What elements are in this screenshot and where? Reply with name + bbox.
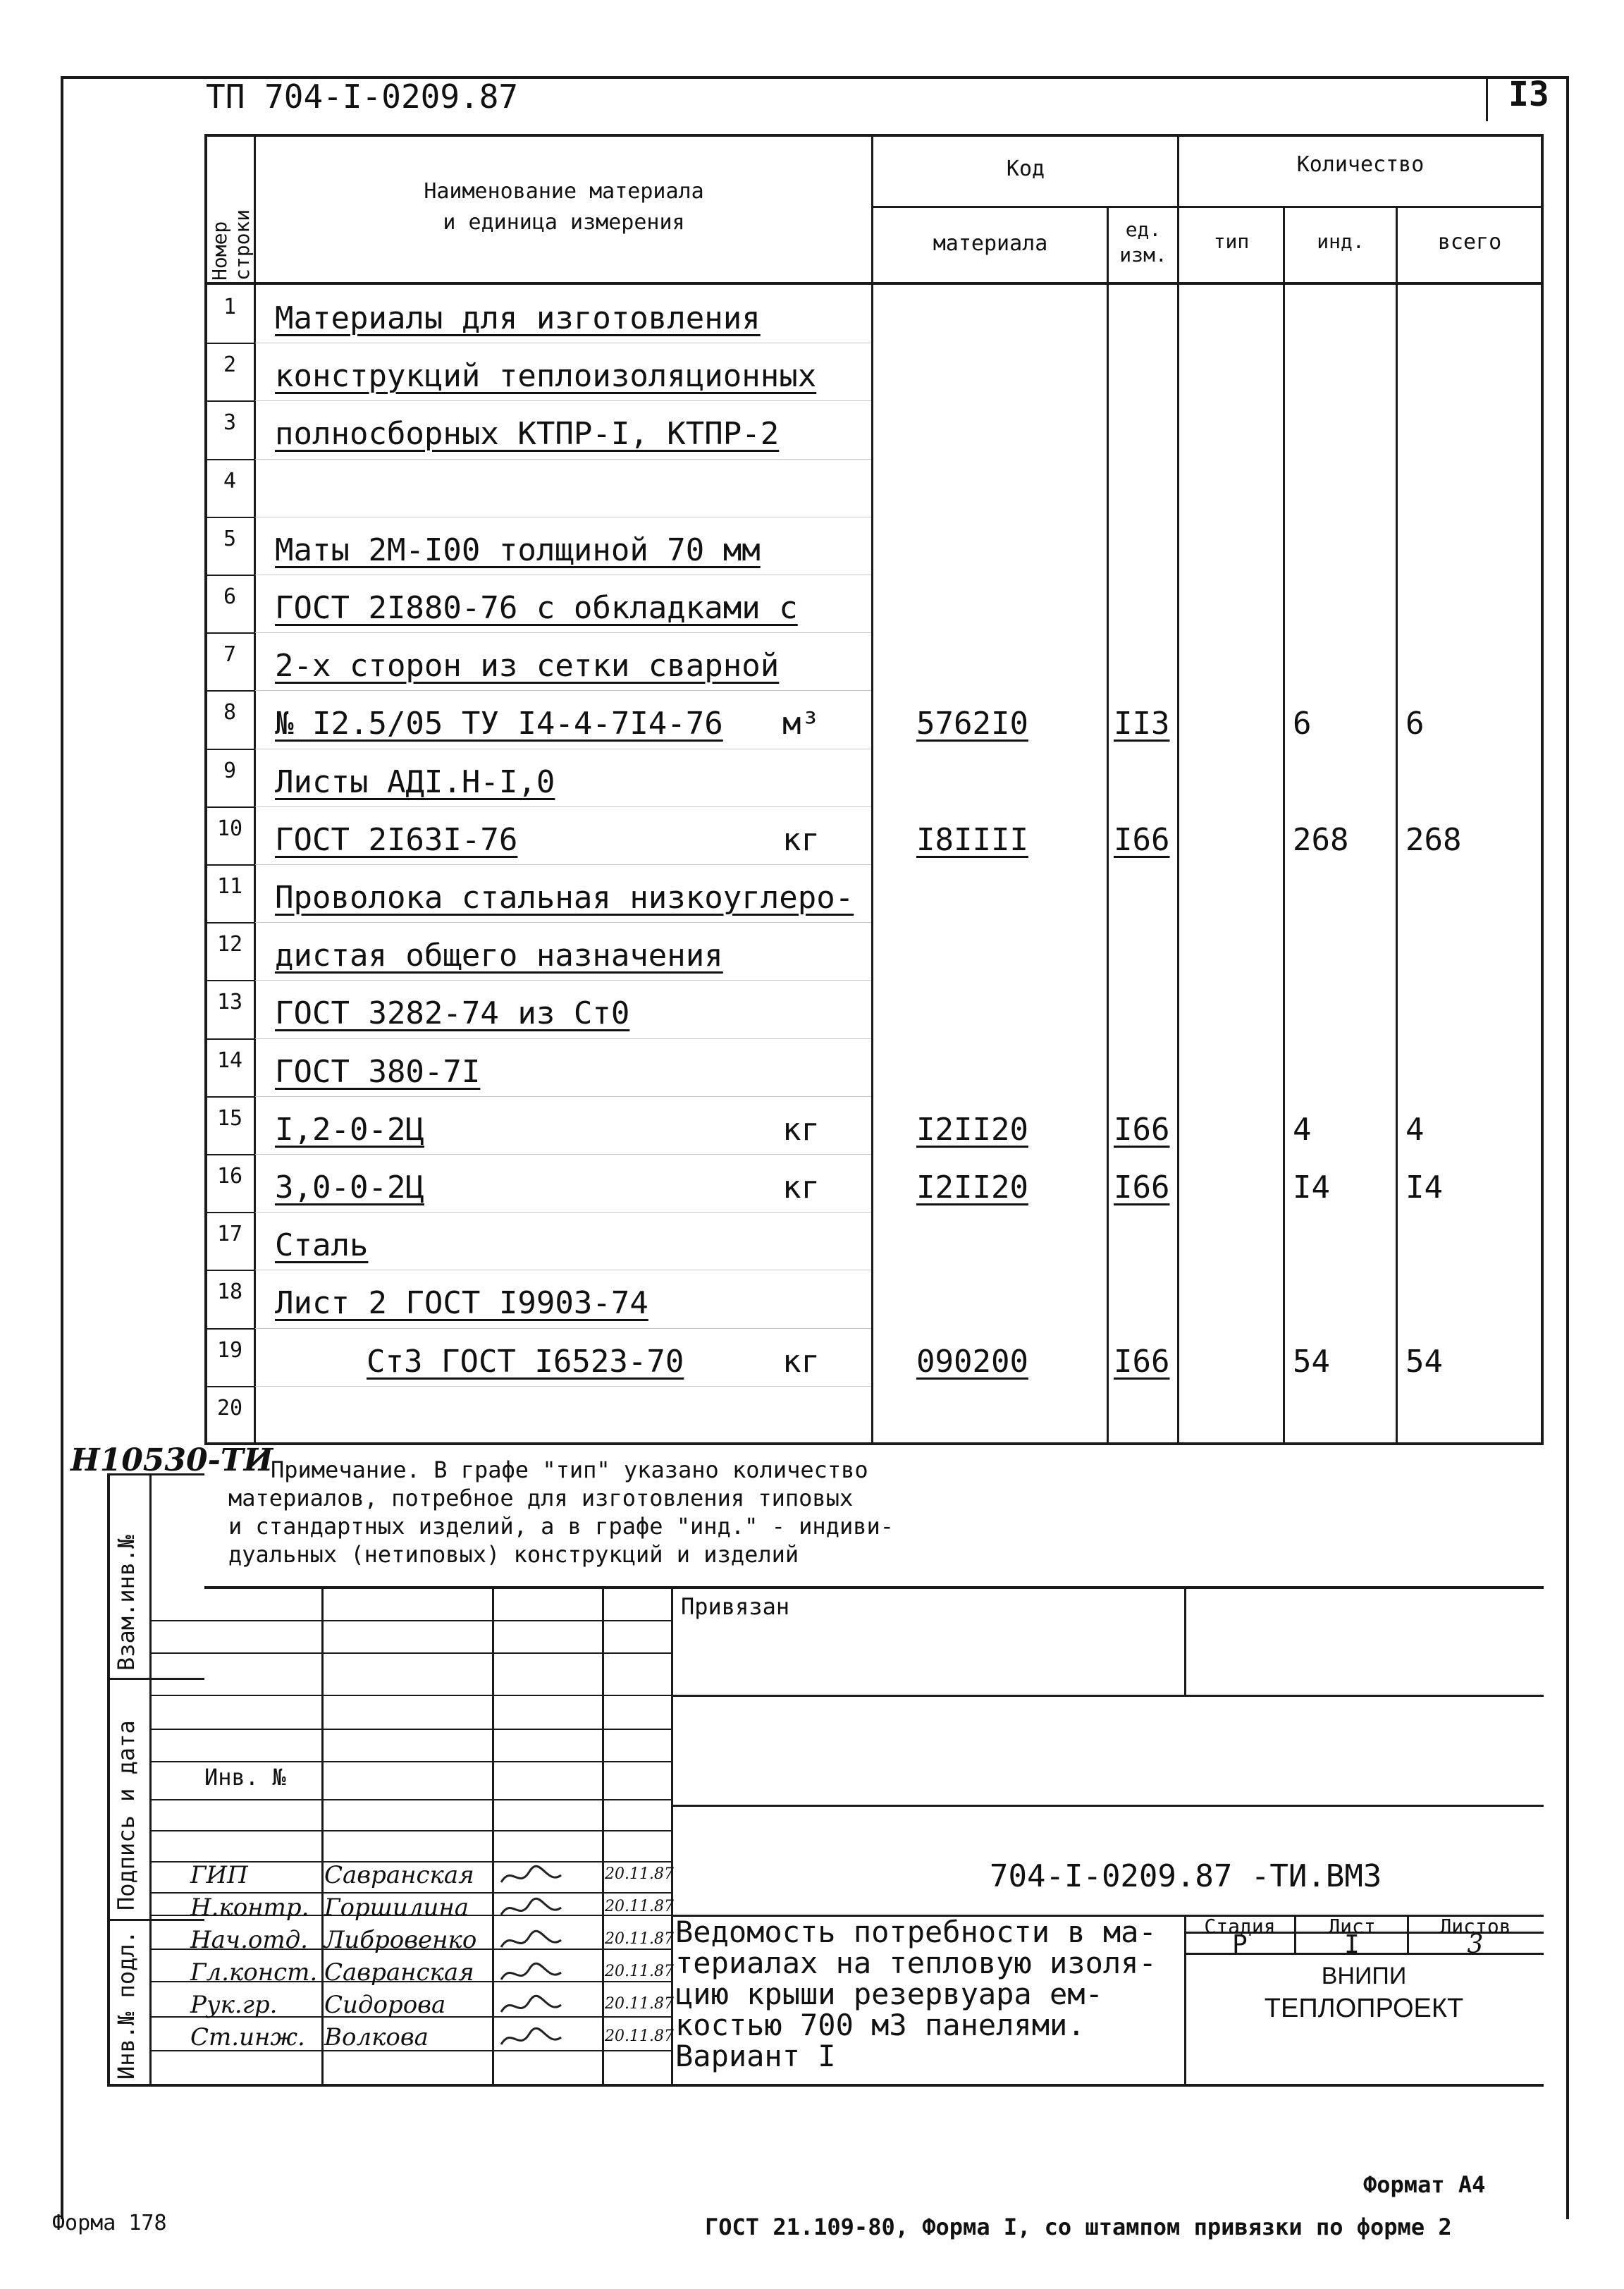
stamp-v5 [1184, 1589, 1186, 1695]
row-separator [204, 1270, 255, 1271]
stamp-v2 [492, 1589, 494, 2084]
note-line-1: Примечание. В графе "тип" указано количество [271, 1456, 868, 1483]
stamp-grid-row [149, 1620, 671, 1621]
note-bottom [204, 1586, 1544, 1589]
page-number-divider [1486, 79, 1488, 121]
stadiya-label: Стадия [1204, 1915, 1276, 1938]
signature-date: 20.11.87 [605, 2027, 674, 2045]
handwritten-signature [498, 1991, 565, 2022]
row-separator [204, 459, 255, 460]
signature-name: Сидорова [324, 1991, 446, 2019]
signature-date: 20.11.87 [605, 1865, 674, 1883]
row-name: ГОСТ 2I880-76 с обкладками с [275, 590, 798, 626]
row-separator [204, 1212, 255, 1213]
row-number: 20 [216, 1395, 243, 1420]
row-number: 12 [216, 932, 243, 957]
row-unit-code: I66 [1114, 1170, 1170, 1205]
row-material-code: I2II20 [916, 1170, 1028, 1205]
row-name: Ст3 ГОСТ I6523-70 [367, 1343, 684, 1380]
signature-name: Горшилина [324, 1894, 469, 1922]
stadiya-value: Р [1232, 1930, 1248, 1959]
row-ind: I4 [1293, 1170, 1330, 1205]
handwritten-signature [498, 2023, 565, 2054]
listov-value: 3 [1467, 1930, 1484, 1959]
table-top [204, 134, 1544, 137]
row-name: Маты 2М-I00 толщиной 70 мм [275, 532, 761, 568]
row-separator [204, 400, 255, 402]
row-number: 2 [223, 352, 237, 378]
col-rownum-line [254, 134, 256, 1442]
row-unit: м³ [782, 706, 820, 742]
row-name: Проволока стальная низкоуглеро- [275, 880, 854, 916]
row-body-separator [255, 1386, 871, 1387]
row-name: Сталь [275, 1227, 369, 1264]
row-body-separator [255, 806, 871, 807]
stamp-grid-row [149, 1652, 671, 1654]
listov-label: Листов [1439, 1915, 1511, 1938]
row-name: ГОСТ 380-7I [275, 1053, 481, 1090]
side-label-podpis: Подпись и дата [113, 1720, 140, 1910]
row-body-separator [255, 459, 871, 460]
row-separator [204, 922, 255, 923]
signature-role: Н.контр. [190, 1894, 309, 1922]
middle-box-bottom [671, 1805, 1544, 1807]
row-number: 5 [223, 526, 237, 551]
header-bottom [204, 282, 1544, 285]
stamp-grid-row [149, 1695, 671, 1696]
row-name: № I2.5/05 ТУ I4-4-7I4-76 [275, 706, 723, 742]
row-material-code: 5762I0 [916, 706, 1028, 742]
row-body-separator [255, 1154, 871, 1155]
note-line-4: дуальных (нетиповых) конструкций и изделий [228, 1541, 799, 1568]
row-number: 6 [223, 584, 237, 609]
row-material-code: I8IIII [916, 821, 1028, 858]
handwritten-signature [498, 1861, 565, 1892]
stamp-title-line: териалах на тепловую изоля- [675, 1946, 1157, 1980]
row-body-separator [255, 980, 871, 981]
table-bottom [204, 1442, 1544, 1445]
stamp-number: Н10530-ТИ [70, 1442, 273, 1478]
signature-role: ГИП [190, 1861, 248, 1889]
row-number: 17 [216, 1222, 243, 1247]
row-separator [204, 749, 255, 750]
header-tip: тип [1213, 230, 1250, 253]
forma-label: Форма 178 [52, 2211, 167, 2235]
side-sep-1 [107, 1678, 204, 1680]
side-col-outer [107, 1473, 110, 2087]
row-separator [204, 1386, 255, 1387]
signature-date: 20.11.87 [605, 1995, 674, 2013]
row-body-separator [255, 690, 871, 691]
row-number: 3 [223, 410, 237, 436]
col-mat-line [1107, 206, 1109, 1442]
signature-role: Ст.инж. [190, 2023, 305, 2051]
row-number: 15 [216, 1105, 243, 1131]
row-number: 8 [223, 700, 237, 725]
header-row-number: Номер строки [208, 209, 254, 281]
row-body-separator [255, 400, 871, 401]
row-name: конструкций теплоизоляционных [275, 358, 817, 395]
frame-right-border [1566, 76, 1569, 2219]
table-right [1541, 134, 1544, 1445]
list-value: I [1344, 1930, 1360, 1959]
header-mid [871, 206, 1544, 208]
col-tip-line [1283, 206, 1285, 1442]
row-unit: кг [782, 821, 820, 858]
row-body-separator [255, 1212, 871, 1213]
side-bottom [107, 2084, 1544, 2087]
row-unit: кг [782, 1343, 820, 1380]
signature-name: Савранская [324, 1861, 474, 1889]
row-number: 14 [216, 1048, 243, 1073]
row-name: Лист 2 ГОСТ I9903-74 [275, 1285, 648, 1322]
side-label-vzam: Взам.инв.№ [113, 1535, 140, 1671]
row-unit-code: I66 [1114, 1111, 1170, 1148]
header-material: материала [933, 231, 1048, 256]
signature-name: Савранская [324, 1958, 474, 1987]
row-separator [204, 517, 255, 518]
row-body-separator [255, 1038, 871, 1039]
row-ind: 268 [1293, 821, 1349, 858]
org-line-1: ВНИПИ [1321, 1963, 1407, 1989]
header-ed-izm: ед. изм. [1119, 218, 1167, 266]
col-name-line [871, 134, 873, 1442]
row-body-separator [255, 632, 871, 633]
row-vsego: 268 [1405, 821, 1462, 858]
signature-role: Нач.отд. [190, 1926, 308, 1954]
row-name: Материалы для изготовления [275, 300, 761, 336]
table-left [204, 134, 207, 1445]
header-kolichestvo: Количество [1296, 152, 1425, 177]
stamp-v8 [1407, 1915, 1409, 1953]
row-number: 9 [223, 758, 237, 783]
row-separator [204, 980, 255, 981]
stamp-doc-code: 704-I-0209.87 -ТИ.ВМ3 [990, 1858, 1382, 1894]
stamp-v1 [321, 1589, 324, 2084]
row-body-separator [255, 1096, 871, 1097]
row-separator [204, 806, 255, 808]
stamp-title-line: костью 700 м3 панелями. [675, 2008, 1085, 2042]
format-label: Формат А4 [1363, 2171, 1486, 2198]
row-number: 1 [223, 295, 237, 319]
row-body-separator [255, 922, 871, 923]
row-separator [204, 1328, 255, 1330]
row-name: полносборных КТПР-I, КТПР-2 [275, 416, 780, 453]
col-kod-line [1177, 134, 1179, 1442]
row-name: ГОСТ 2I63I-76 [275, 821, 518, 858]
row-unit-code: II3 [1114, 706, 1170, 742]
header-vsego: всего [1437, 230, 1502, 254]
side-label-inv-podl: Инв.№ подл. [113, 1930, 140, 2080]
row-number: 4 [223, 468, 237, 493]
col-ind-line [1396, 206, 1398, 1442]
stamp-v7 [1294, 1915, 1296, 1953]
row-name: дистая общего назначения [275, 938, 723, 974]
row-unit-code: I66 [1114, 1343, 1170, 1380]
row-name: 3,0-0-2Ц [275, 1170, 424, 1205]
row-ind: 54 [1293, 1343, 1330, 1380]
row-separator [204, 1096, 255, 1098]
row-number: 11 [216, 874, 243, 899]
row-vsego: 4 [1405, 1111, 1425, 1148]
row-vsego: 54 [1405, 1343, 1443, 1380]
stamp-v3 [602, 1589, 604, 2084]
frame-left-border [61, 76, 63, 2219]
privyazan-label: Привязан [681, 1593, 790, 1620]
side-col-mid [149, 1473, 152, 2087]
gost-footer: ГОСТ 21.109-80, Форма I, со штампом привязки по форме 2 [705, 2214, 1452, 2240]
stamp-grid-row [149, 1729, 671, 1730]
stamp-title-line: Ведомость потребности в ма- [675, 1915, 1157, 1949]
stamp-v6 [1184, 1915, 1186, 2084]
row-separator [204, 632, 255, 634]
row-separator [204, 690, 255, 692]
handwritten-signature [498, 1958, 565, 1989]
row-separator [204, 343, 255, 344]
row-number: 10 [216, 816, 243, 841]
handwritten-signature [498, 1926, 565, 1957]
stamp-grid-row [149, 1799, 671, 1800]
signature-date: 20.11.87 [605, 1963, 674, 1980]
row-number: 18 [216, 1279, 243, 1305]
list-label: Лист [1328, 1915, 1376, 1938]
row-number: 13 [216, 990, 243, 1015]
signature-date: 20.11.87 [605, 1930, 674, 1948]
row-material-code: I2II20 [916, 1111, 1028, 1148]
row-number: 7 [223, 642, 237, 668]
privyazan-bottom [671, 1695, 1544, 1697]
row-name: Листы АДI.Н-I,0 [275, 763, 555, 800]
signature-role: Гл.конст. [190, 1958, 318, 1987]
signature-role: Рук.гр. [190, 1991, 278, 2019]
page-number: I3 [1508, 75, 1549, 114]
header-doc-code: ТП 704-I-0209.87 [206, 78, 519, 116]
header-kod: Код [1006, 157, 1045, 181]
row-unit-code: I66 [1114, 821, 1170, 858]
row-body-separator [255, 1328, 871, 1329]
signature-name: Волкова [324, 2023, 429, 2051]
row-name: 2-х сторон из сетки сварной [275, 648, 780, 685]
header-name: Наименование материала и единица измерения [424, 179, 704, 235]
row-number: 16 [216, 1164, 243, 1189]
row-body-separator [255, 864, 871, 865]
row-separator [204, 575, 255, 576]
row-unit: кг [782, 1111, 820, 1148]
signature-date: 20.11.87 [605, 1898, 674, 1915]
inv-no-label: Инв. № [204, 1764, 286, 1791]
row-number: 19 [216, 1337, 243, 1363]
row-ind: 4 [1293, 1111, 1312, 1148]
row-vsego: 6 [1405, 706, 1425, 742]
row-separator [204, 864, 255, 866]
row-name: I,2-0-2Ц [275, 1111, 424, 1148]
stamp-title-line: цию крыши резервуара ем- [675, 1977, 1103, 2011]
row-unit: кг [782, 1170, 820, 1205]
header-ind: инд. [1317, 230, 1365, 253]
row-separator [204, 1038, 255, 1040]
stamp-title-line: Вариант I [675, 2039, 836, 2073]
stamp-grid-row [149, 1761, 671, 1762]
note-line-3: и стандартных изделий, а в графе "инд." - индиви- [228, 1513, 894, 1540]
org-line-2: ТЕПЛОПРОЕКТ [1264, 1994, 1464, 2023]
row-separator [204, 1154, 255, 1155]
stamp-grid-row [149, 1830, 671, 1831]
note-line-2: материалов, потребное для изготовления типовых [228, 1485, 854, 1511]
row-name: ГОСТ 3282-74 из Ст0 [275, 995, 630, 1032]
row-material-code: 090200 [916, 1343, 1028, 1380]
signature-name: Либровенко [324, 1926, 477, 1954]
handwritten-signature [498, 1894, 565, 1925]
row-vsego: I4 [1405, 1170, 1443, 1205]
row-ind: 6 [1293, 706, 1312, 742]
